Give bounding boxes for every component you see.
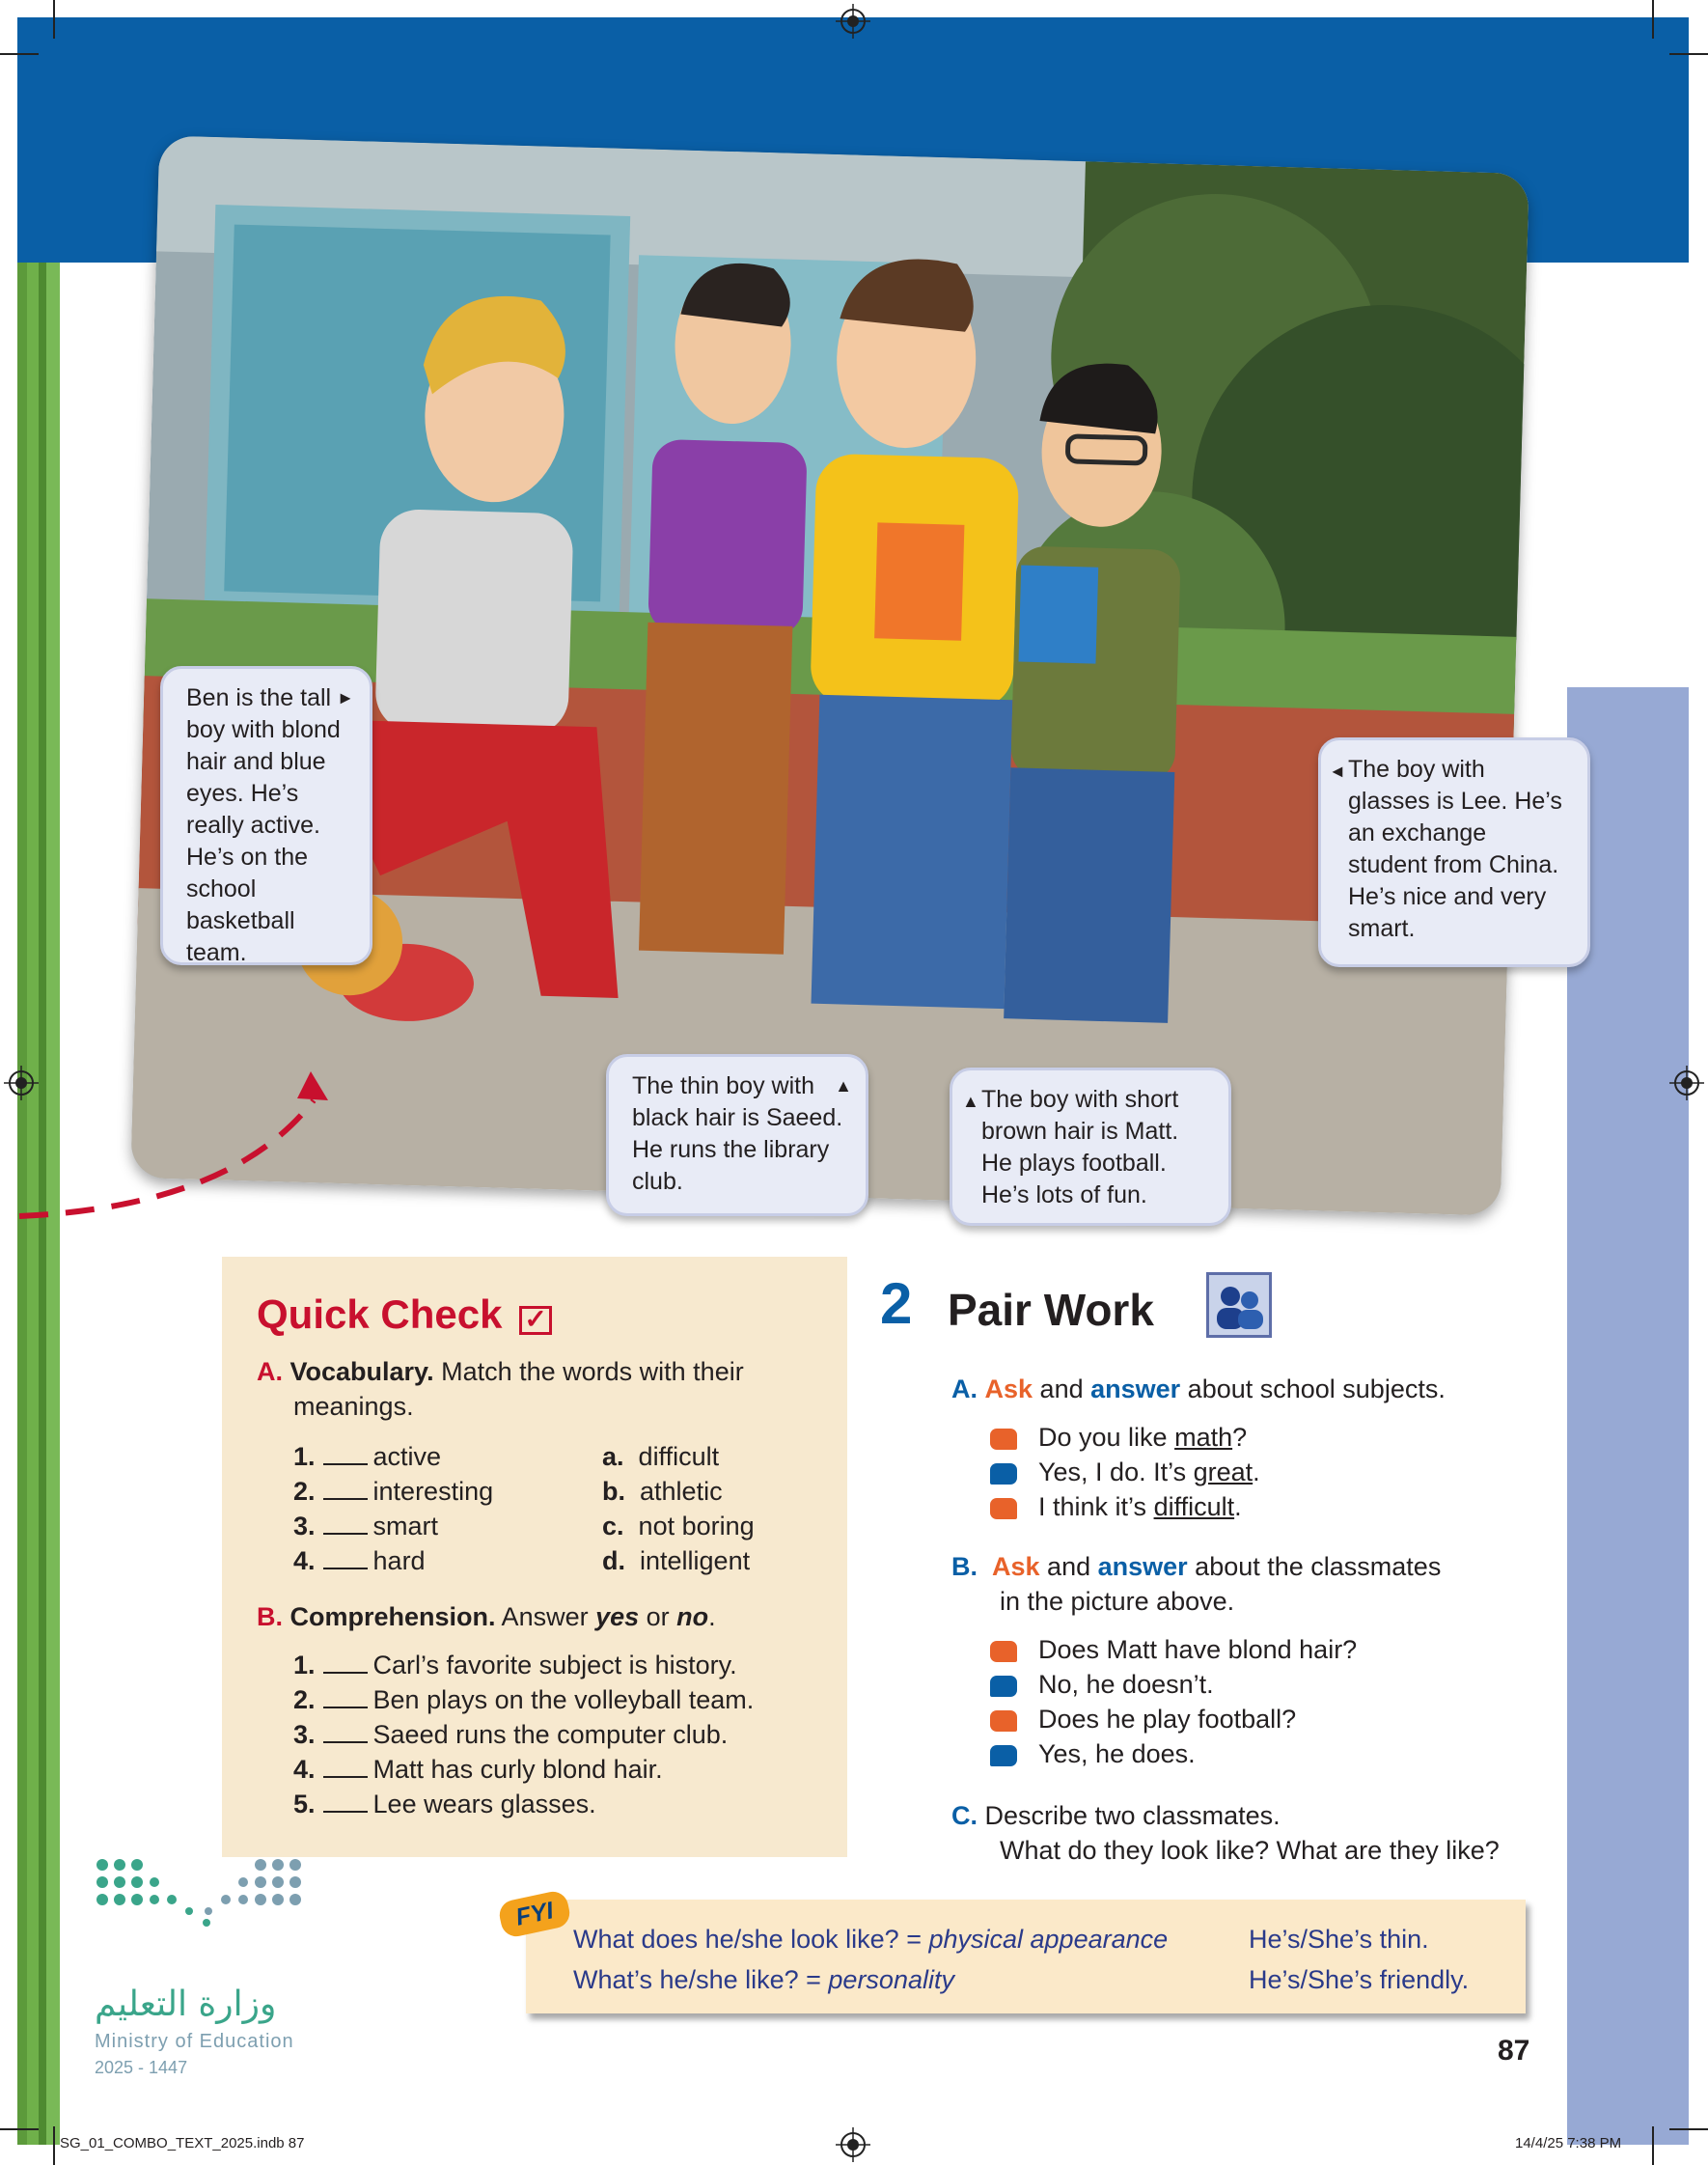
vocab-meaning: b. athletic: [602, 1477, 723, 1506]
dialog-line: Yes, he does.: [1038, 1739, 1196, 1768]
ministry-arabic: وزارة التعليم: [95, 1985, 277, 2024]
pair-work-icon: [1206, 1272, 1272, 1338]
callout-matt-text: The boy with short brown hair is Matt. He plays football. He’s lots of fun.: [981, 1086, 1179, 1208]
dialog-line: Does he play football?: [1038, 1705, 1297, 1734]
vocab-instruction-line2: meanings.: [293, 1392, 414, 1421]
fyi-example-1: He’s/She’s thin.: [1249, 1925, 1429, 1954]
vocab-meaning: a. difficult: [602, 1442, 720, 1471]
fyi-example-2: He’s/She’s friendly.: [1249, 1965, 1470, 1994]
activity-number: 2: [880, 1271, 913, 1336]
callout-saeed-text: The thin boy with black hair is Saeed. He runs the library club.: [632, 1072, 843, 1195]
callout-lee-text: The boy with glasses is Lee. He’s an exchange student from China. He’s nice and very smart.: [1348, 756, 1562, 942]
speech-bubble-orange-icon: [990, 1710, 1017, 1732]
dialog-line: No, he doesn’t.: [1038, 1670, 1214, 1699]
dialog-line: I think it’s difficult.: [1038, 1492, 1242, 1521]
slug-left: SG_01_COMBO_TEXT_2025.indb 87: [60, 2135, 305, 2151]
dashed-arrow: [0, 1062, 425, 1235]
ministry-year: 2025 - 1447: [95, 2058, 188, 2077]
vocab-instruction-line1: Match the words with their: [433, 1357, 744, 1386]
page-number: 87: [1498, 2035, 1530, 2067]
speech-bubble-orange-icon: [990, 1641, 1017, 1662]
comprehension-item: 1. Carl’s favorite subject is history.: [293, 1651, 737, 1679]
dialog-line: Yes, I do. It’s great.: [1038, 1457, 1260, 1486]
arrow-up-icon: ▲: [835, 1076, 852, 1096]
speech-bubble-blue-icon: [990, 1745, 1017, 1766]
arrow-right-icon: ►: [337, 688, 354, 708]
vocab-meaning: c. not boring: [602, 1512, 755, 1540]
speech-bubble-orange-icon: [990, 1498, 1017, 1519]
registration-mark-icon: [1669, 1066, 1704, 1100]
vocab-heading: Vocabulary.: [289, 1357, 434, 1386]
dialog-line: Does Matt have blond hair?: [1038, 1635, 1358, 1664]
crop-mark: [1669, 53, 1708, 55]
callout-saeed: [606, 1054, 868, 1216]
fyi-tag: FYI: [497, 1889, 572, 1939]
speech-bubble-blue-icon: [990, 1676, 1017, 1697]
crop-mark: [53, 0, 55, 39]
quick-check-box: [222, 1257, 847, 1857]
quick-check-title: [257, 1291, 552, 1338]
arrow-up-icon: ▲: [962, 1092, 979, 1111]
vocab-word: 4. hard: [293, 1546, 426, 1575]
crop-mark: [0, 2128, 39, 2130]
vocab-word: 2. interesting: [293, 1477, 494, 1506]
crop-mark: [1669, 2128, 1708, 2130]
pair-work-c-instruction: C. Describe two classmates.: [951, 1801, 1281, 1830]
crop-mark: [0, 53, 39, 55]
vocab-instruction: [257, 1357, 744, 1387]
comprehension-item: 5. Lee wears glasses.: [293, 1790, 596, 1818]
comprehension-item: 3. Saeed runs the computer club.: [293, 1720, 729, 1749]
pair-work-title: Pair Work: [948, 1285, 1154, 1335]
comprehension-item: 2. Ben plays on the volleyball team.: [293, 1685, 755, 1714]
quick-check-title-text: Quick Check: [257, 1291, 503, 1337]
crop-mark: [53, 2126, 55, 2165]
comprehension-instruction: B. Comprehension. Answer yes or no.: [257, 1602, 716, 1631]
arrow-left-icon: ◄: [1329, 762, 1346, 781]
slug-right: 14/4/25 7:38 PM: [1515, 2135, 1622, 2151]
pair-work-c-line2: What do they look like? What are they like?: [1000, 1836, 1500, 1865]
fyi-row-1: What does he/she look like? = physical appearance: [573, 1925, 1169, 1954]
crop-mark: [1652, 2126, 1654, 2165]
callout-matt: [950, 1068, 1231, 1226]
ministry-logo-icon: [93, 1855, 305, 1961]
comprehension-heading: Comprehension.: [289, 1602, 496, 1631]
section-b-letter: B.: [257, 1602, 283, 1631]
dialog-line: Do you like math?: [1038, 1423, 1248, 1452]
pair-work-b-instruction: B. Ask and answer about the classmates: [951, 1552, 1442, 1581]
vocab-word: 1. active: [293, 1442, 442, 1471]
fyi-box: [526, 1900, 1526, 2013]
callout-ben: [160, 666, 372, 965]
ministry-english: Ministry of Education: [95, 2031, 294, 2052]
registration-mark-icon: [836, 4, 870, 39]
speech-bubble-blue-icon: [990, 1463, 1017, 1485]
speech-bubble-orange-icon: [990, 1429, 1017, 1450]
callout-lee: [1318, 737, 1590, 967]
comprehension-item: 4. Matt has curly blond hair.: [293, 1755, 663, 1784]
vocab-meaning: d. intelligent: [602, 1546, 751, 1575]
vocab-word: 3. smart: [293, 1512, 439, 1540]
pair-work-a-instruction: A. Ask and answer about school subjects.: [951, 1374, 1446, 1403]
crop-mark: [1652, 0, 1654, 39]
registration-mark-icon: [836, 2127, 870, 2162]
pair-work-b-line2: in the picture above.: [1000, 1587, 1235, 1616]
section-a-letter: A.: [257, 1357, 283, 1386]
fyi-row-2: What’s he/she like? = personality: [573, 1965, 954, 1994]
callout-ben-text: Ben is the tall boy with blond hair and blue eyes. He’s really active. He’s on the school basketball team.: [186, 684, 341, 966]
check-icon: ✓: [519, 1306, 552, 1335]
